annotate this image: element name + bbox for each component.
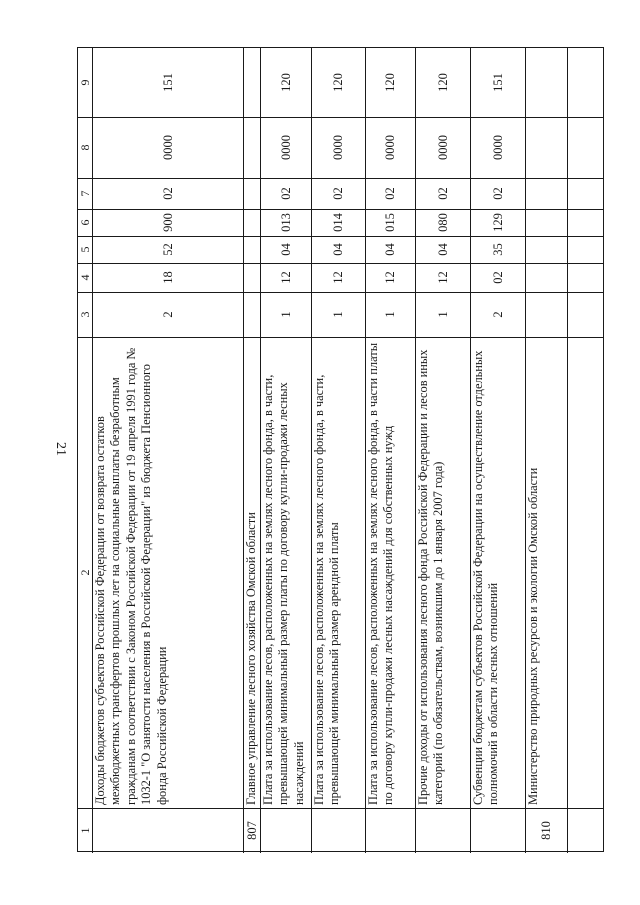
row-cell-1	[415, 808, 470, 853]
row-cell-8	[470, 117, 525, 178]
row-cell-3	[311, 292, 365, 337]
column-divider	[78, 209, 603, 210]
header-cell-1-text: 1	[78, 827, 92, 834]
row-cell-6	[311, 209, 365, 236]
column-divider	[78, 117, 603, 118]
page-number: 21	[53, 442, 68, 456]
row-cell-4-text: 12	[278, 271, 293, 284]
column-divider	[78, 292, 603, 293]
row-cell-7-text	[243, 178, 260, 209]
row-cell-9	[260, 48, 311, 117]
header-cell-7	[78, 178, 92, 209]
row-cell-8-text: 0000	[383, 135, 397, 160]
row-cell-6-text: 129	[490, 213, 505, 232]
header-cell-3-text: 3	[78, 311, 92, 318]
row-cell-3-text: 1	[435, 311, 450, 318]
row-cell-3	[415, 292, 470, 337]
row-cell-8	[260, 117, 311, 178]
row-cell-4-text: 12	[383, 271, 397, 284]
header-cell-6	[78, 209, 92, 236]
row-cell-9	[243, 48, 260, 117]
row-cell-4-text: 18	[160, 271, 175, 284]
row-description-text: Доходы бюджетов субъектов Российской Федерации от возврата остатков межбюджетных трансфертов прошлых лет на социальные выплаты безработным гражданам в соответствии с Законом Российской Федерации от 19 апреля 1991 года № 1032-1 "О занятости населения в Российской Федерации" из бюджета Пенсионного фонда Российской Федерации	[93, 347, 169, 805]
row-description-text: Субвенции бюджетам субъектов Российской Федерации на осуществление отдельных полномочий в области лесных отношений	[471, 350, 501, 805]
row-cell-6-text: 900	[160, 213, 175, 232]
row-cell-4	[365, 263, 415, 292]
row-cell-7-text: 02	[331, 187, 345, 200]
row-cell-1-text	[92, 808, 243, 853]
row-cell-9-text: 151	[490, 73, 505, 92]
header-cell-4	[78, 263, 92, 292]
row-cell-1-text: 810	[539, 821, 553, 840]
row-description-text: Министерство природных ресурсов и экологии Омской области	[526, 467, 540, 805]
row-cell-7	[260, 178, 311, 209]
row-cell-3	[92, 292, 243, 337]
row-cell-5-text: 04	[435, 243, 450, 256]
row-cell-5	[92, 236, 243, 263]
row-description	[365, 337, 415, 808]
row-cell-7-text	[525, 178, 567, 209]
header-cell-9-text: 9	[78, 79, 92, 86]
row-cell-9-text: 120	[383, 73, 397, 92]
row-cell-8-text	[243, 117, 260, 178]
row-cell-3	[243, 292, 260, 337]
row-cell-4	[470, 263, 525, 292]
row-cell-7	[525, 178, 567, 209]
row-cell-4-text: 02	[490, 271, 505, 284]
row-cell-5	[470, 236, 525, 263]
row-cell-5	[415, 236, 470, 263]
row-cell-3	[365, 292, 415, 337]
row-description	[243, 337, 260, 808]
row-cell-8-text: 0000	[160, 135, 175, 160]
row-cell-5-text: 04	[331, 243, 345, 256]
document-table	[77, 47, 604, 852]
row-cell-7	[365, 178, 415, 209]
row-cell-1	[92, 808, 243, 853]
row-cell-8-text: 0000	[435, 135, 450, 160]
header-cell-8	[78, 117, 92, 178]
row-cell-1	[260, 808, 311, 853]
row-cell-9	[415, 48, 470, 117]
row-cell-7-text: 02	[160, 187, 175, 200]
row-cell-5-text: 52	[160, 243, 175, 256]
row-description	[525, 337, 567, 808]
row-cell-3-text: 1	[331, 311, 345, 318]
header-cell-6-text: 6	[78, 219, 92, 226]
row-cell-3-text: 1	[278, 311, 293, 318]
row-cell-8-text	[525, 117, 567, 178]
header-cell-9	[78, 48, 92, 117]
row-cell-7	[470, 178, 525, 209]
row-cell-8	[525, 117, 567, 178]
row-cell-1-text	[365, 808, 415, 853]
header-cell-3	[78, 292, 92, 337]
row-cell-5-text	[243, 236, 260, 263]
row-cell-8-text: 0000	[331, 135, 345, 160]
row-cell-9-text: 120	[278, 73, 293, 92]
row-cell-3-text	[243, 292, 260, 337]
row-cell-6-text: 015	[383, 213, 397, 232]
row-description-text: Плата за использование лесов, расположенных на землях лесного фонда, в части, превышающей минимальный размер платы по договору купли-продажи лесных насаждений	[261, 374, 306, 805]
row-divider	[92, 48, 93, 853]
row-cell-3	[470, 292, 525, 337]
row-cell-1	[525, 808, 567, 853]
row-cell-6-text: 080	[435, 213, 450, 232]
row-cell-6	[470, 209, 525, 236]
header-cell-2	[78, 337, 92, 808]
column-divider	[78, 808, 603, 809]
row-cell-8-text: 0000	[278, 135, 293, 160]
row-cell-3-text: 2	[490, 311, 505, 318]
row-divider	[525, 48, 526, 853]
row-cell-6	[415, 209, 470, 236]
row-cell-8	[92, 117, 243, 178]
row-cell-5-text: 04	[383, 243, 397, 256]
row-divider	[415, 48, 416, 853]
row-cell-1-text: 807	[244, 821, 259, 840]
row-cell-6	[92, 209, 243, 236]
row-cell-1	[311, 808, 365, 853]
row-cell-3	[260, 292, 311, 337]
row-cell-6-text	[243, 209, 260, 236]
row-cell-4	[260, 263, 311, 292]
row-cell-5-text	[525, 236, 567, 263]
row-description-text: Прочие доходы от использования лесного фонда Российской Федерации и лесов иных категорий (по обязательствам, возникшим до 1 января 2007 года)	[416, 349, 446, 805]
row-cell-3-text: 1	[383, 311, 397, 318]
row-cell-5	[260, 236, 311, 263]
row-cell-1	[470, 808, 525, 853]
row-description	[470, 337, 525, 808]
row-cell-7-text: 02	[490, 187, 505, 200]
row-cell-6	[365, 209, 415, 236]
row-cell-4	[92, 263, 243, 292]
row-divider	[365, 48, 366, 853]
row-cell-9-text: 120	[435, 73, 450, 92]
header-cell-4-text: 4	[78, 274, 92, 281]
row-cell-5	[243, 236, 260, 263]
row-description-text: Главное управление лесного хозяйства Омской области	[244, 512, 258, 805]
row-cell-8	[243, 117, 260, 178]
row-cell-6	[525, 209, 567, 236]
header-cell-5-text: 5	[78, 246, 92, 253]
row-cell-6-text: 013	[278, 213, 293, 232]
row-cell-5	[525, 236, 567, 263]
row-cell-9	[92, 48, 243, 117]
row-cell-4	[415, 263, 470, 292]
row-cell-5	[365, 236, 415, 263]
row-cell-9-text: 120	[331, 73, 345, 92]
row-cell-4-text: 12	[331, 271, 345, 284]
row-cell-8	[415, 117, 470, 178]
row-cell-9	[311, 48, 365, 117]
row-cell-7	[311, 178, 365, 209]
row-cell-1	[365, 808, 415, 853]
row-cell-4-text	[243, 263, 260, 292]
row-cell-7-text: 02	[383, 187, 397, 200]
row-cell-1-text	[415, 808, 470, 853]
row-divider	[243, 48, 244, 853]
row-cell-3-text	[525, 292, 567, 337]
row-description	[92, 337, 243, 808]
row-divider	[567, 48, 568, 853]
row-cell-3	[525, 292, 567, 337]
row-cell-1-text	[311, 808, 365, 853]
row-description	[311, 337, 365, 808]
column-divider	[78, 337, 603, 338]
row-cell-4-text: 12	[435, 271, 450, 284]
row-cell-6	[260, 209, 311, 236]
header-cell-8-text: 8	[78, 144, 92, 151]
row-cell-5-text: 35	[490, 243, 505, 256]
row-divider	[311, 48, 312, 853]
row-cell-6	[243, 209, 260, 236]
header-cell-2-text: 2	[78, 569, 92, 576]
column-divider	[78, 178, 603, 179]
row-cell-3-text: 2	[160, 311, 175, 318]
row-cell-7-text: 02	[435, 187, 450, 200]
row-cell-6-text: 014	[331, 213, 345, 232]
row-divider	[260, 48, 261, 853]
row-cell-4	[311, 263, 365, 292]
row-cell-6-text	[525, 209, 567, 236]
row-cell-4-text	[525, 263, 567, 292]
row-cell-9	[525, 48, 567, 117]
row-divider	[470, 48, 471, 853]
row-cell-4	[243, 263, 260, 292]
header-cell-7-text: 7	[78, 190, 92, 197]
row-cell-1-text	[470, 808, 525, 853]
row-cell-9	[365, 48, 415, 117]
row-cell-9	[470, 48, 525, 117]
row-cell-9-text	[525, 48, 567, 117]
header-cell-5	[78, 236, 92, 263]
row-cell-8-text: 0000	[490, 135, 505, 160]
row-cell-8	[365, 117, 415, 178]
row-cell-7	[92, 178, 243, 209]
row-cell-8	[311, 117, 365, 178]
row-cell-7	[243, 178, 260, 209]
row-cell-1	[243, 808, 260, 853]
row-description-text: Плата за использование лесов, расположенных на землях лесного фонда, в части, превышающей минимальный размер арендной платы	[312, 374, 342, 805]
row-cell-7	[415, 178, 470, 209]
row-description	[415, 337, 470, 808]
row-cell-1-text	[260, 808, 311, 853]
column-divider	[78, 236, 603, 237]
row-description	[260, 337, 311, 808]
column-divider	[78, 263, 603, 264]
row-cell-7-text: 02	[278, 187, 293, 200]
row-cell-5-text: 04	[278, 243, 293, 256]
header-cell-1	[78, 808, 92, 853]
row-cell-9-text	[243, 48, 260, 117]
row-description-text: Плата за использование лесов, расположенных на землях лесного фонда, в части платы по договору купли-продажи лесных насаждений для собственных нужд	[366, 342, 396, 805]
row-cell-5	[311, 236, 365, 263]
row-cell-4	[525, 263, 567, 292]
row-cell-9-text: 151	[160, 73, 175, 92]
